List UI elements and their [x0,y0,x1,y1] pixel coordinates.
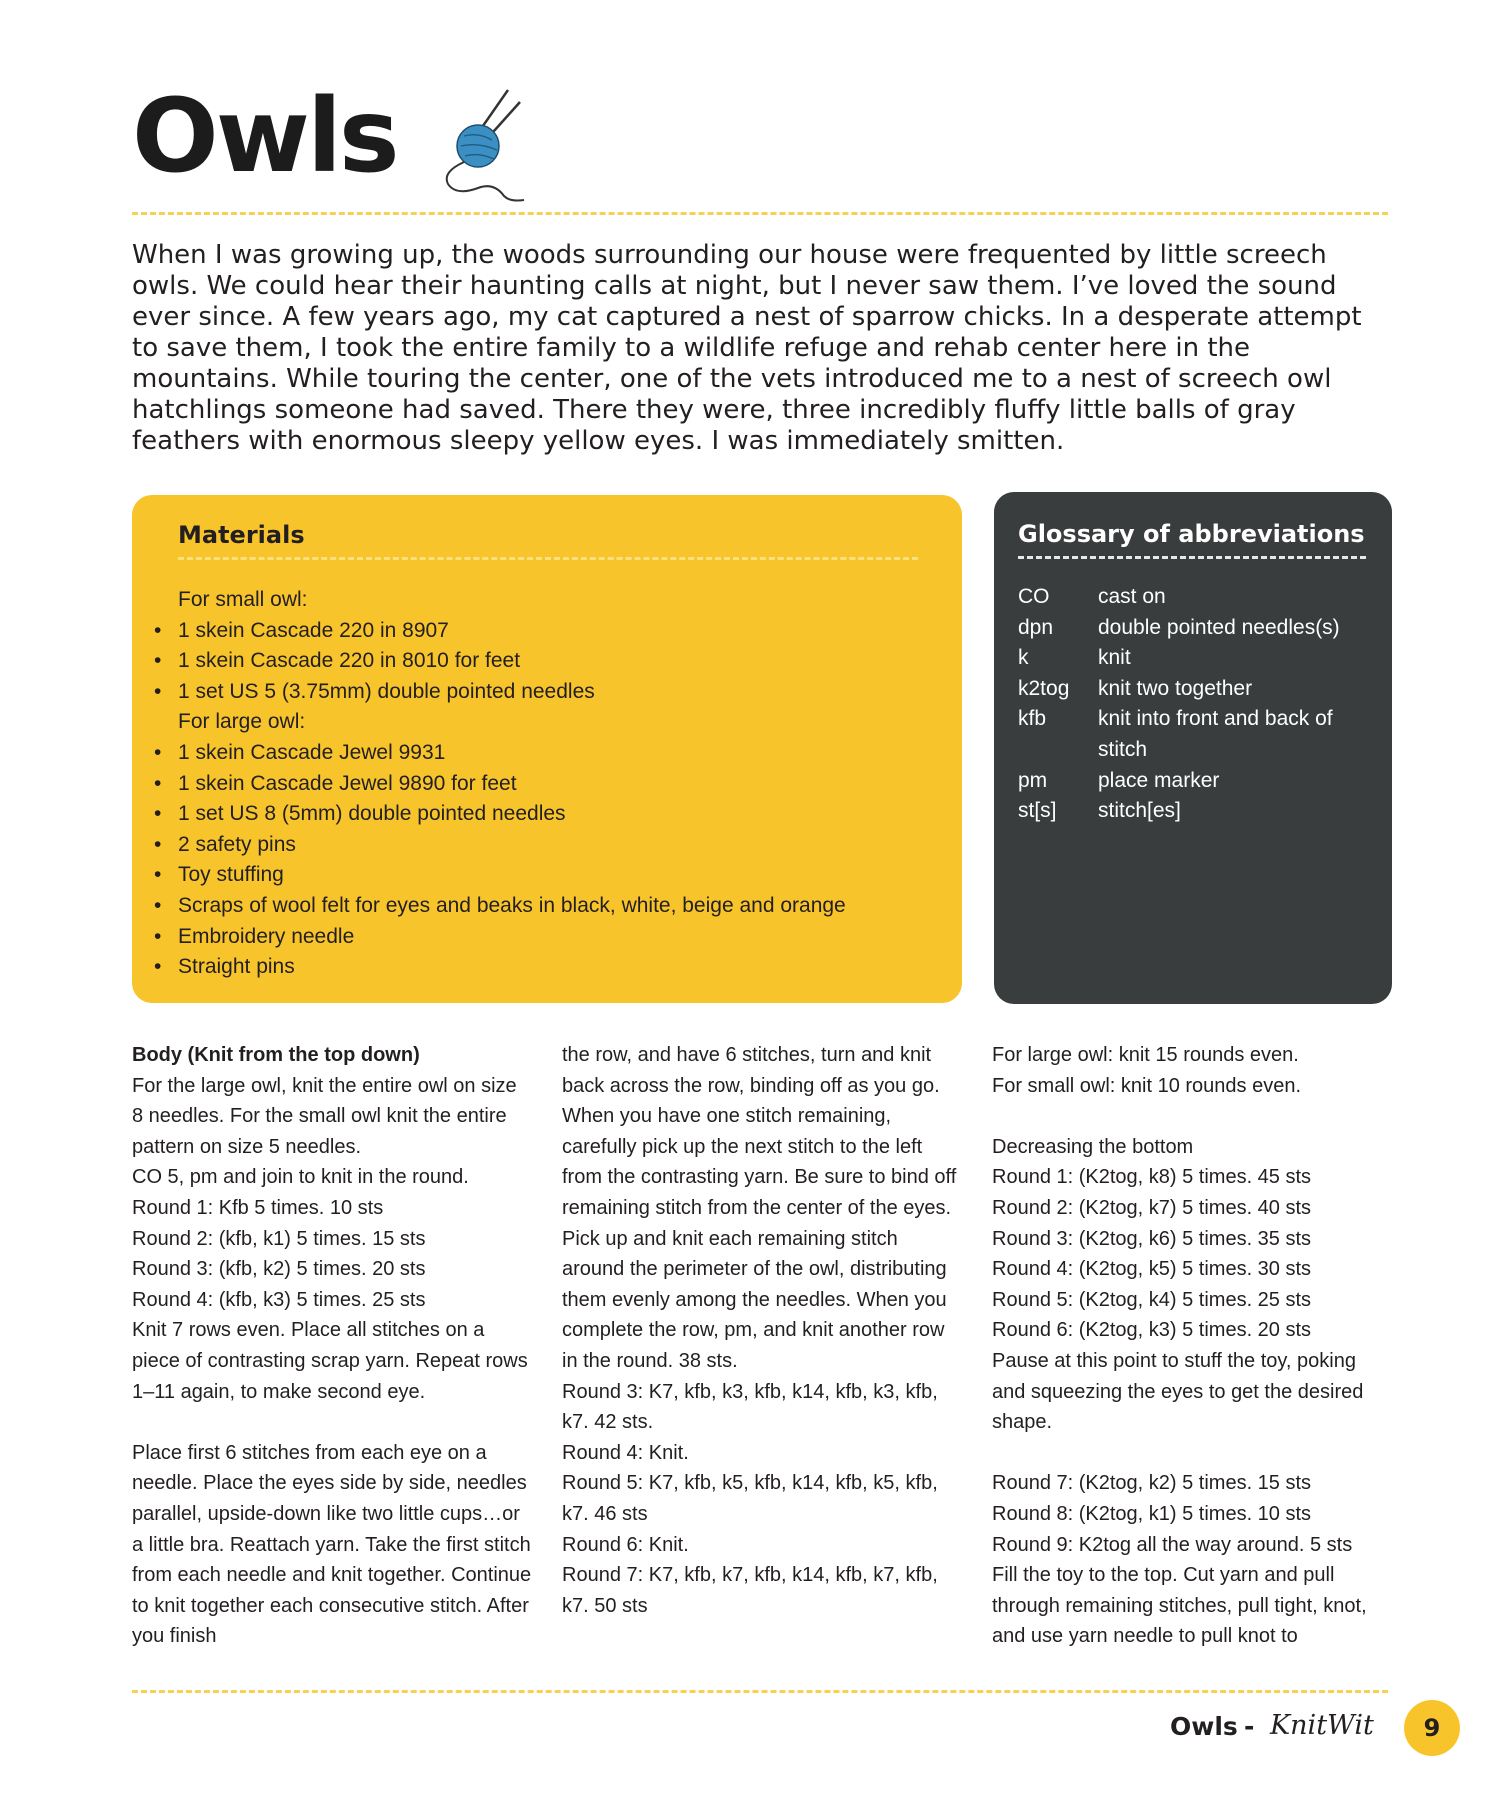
pattern-line: Round 4: (K2tog, k5) 5 times. 30 sts [992,1258,1312,1281]
glossary-row [1018,674,1368,705]
glossary-abbr: k [1018,646,1029,670]
footer-title: Owls [1170,1712,1238,1741]
glossary-row [1018,704,1368,765]
body-heading: Body (Knit from the top down) [132,1044,420,1066]
glossary-meaning: knit two together [1098,676,1253,700]
footer-separator: - [1244,1712,1255,1741]
column-3 [992,1040,1392,1652]
pattern-line: Round 2: (kfb, k1) 5 times. 15 sts [132,1227,426,1250]
materials-heading: Materials [178,521,305,549]
pattern-line: For small owl: knit 10 rounds even. [992,1074,1302,1097]
glossary-abbr: pm [1018,768,1048,792]
pattern-line: Round 7: (K2tog, k2) 5 times. 15 sts [992,1472,1312,1495]
body-lead: For the large owl, knit the entire owl on size 8 needles. For the small owl knit the entire pattern on size 5 needles. [132,1074,517,1158]
pattern-line: Round 8: (K2tog, k1) 5 times. 10 sts [992,1502,1312,1525]
pattern-line: Round 4: Knit. [562,1441,689,1464]
glossary-row [1018,582,1368,613]
materials-subheading: For small owl: [178,588,308,611]
pattern-line: Round 6: Knit. [562,1533,689,1556]
column-1 [132,1040,532,1652]
glossary-meaning: place marker [1098,768,1220,792]
glossary-heading: Glossary of abbreviations [1018,520,1365,548]
pattern-line: Round 7: K7, kfb, k7, kfb, k14, kfb, k7, kfb, k7. 50 sts [562,1564,938,1617]
materials-item: • Straight pins [178,952,948,983]
glossary-row [1018,796,1368,827]
glossary-abbr: CO [1018,585,1050,608]
body-paragraph-2: Place first 6 stitches from each eye on a needle. Place the eyes side by side, needles parallel, upside-down like two little cups…or a little bra. Reattach yarn. Take the first stitch from each needle and knit together. Continue to knit together each consecutive stitch. After you finish [132,1441,532,1648]
glossary-meaning: double pointed needles(s) [1098,615,1340,639]
pattern-line: Round 3: (kfb, k2) 5 times. 20 sts [132,1258,426,1281]
materials-item: • 1 skein Cascade 220 in 8907 [178,616,948,647]
materials-item: • Scraps of wool felt for eyes and beaks in black, white, beige and orange [178,891,948,922]
pattern-line: Round 6: (K2tog, k3) 5 times. 20 sts [992,1319,1312,1342]
pattern-line: Round 4: (kfb, k3) 5 times. 25 sts [132,1288,426,1311]
pattern-line: Round 3: (K2tog, k6) 5 times. 35 sts [992,1227,1312,1250]
glossary-abbr: kfb [1018,707,1047,731]
page-number: 9 [1404,1700,1460,1756]
pattern-line: Round 2: (K2tog, k7) 5 times. 40 sts [992,1196,1312,1219]
glossary-meaning: cast on [1098,585,1166,608]
materials-item: • 1 set US 5 (3.75mm) double pointed needles [178,677,948,708]
pause-note: Pause at this point to stuff the toy, poking and squeezing the eyes to get the desired shape. [992,1349,1364,1434]
finish-paragraph: Fill the toy to the top. Cut yarn and pull through remaining stitches, pull tight, knot, and use yarn needle to pull knot to [992,1564,1367,1648]
materials-subheading: For large owl: [178,710,306,734]
glossary-table [1018,582,1368,827]
page-title: Owls [132,77,397,196]
glossary-meaning: stitch[es] [1098,799,1181,823]
materials-box [132,495,962,1003]
materials-list [178,585,948,983]
glossary-meaning: knit [1098,646,1131,670]
pattern-line: Round 1: (K2tog, k8) 5 times. 45 sts [992,1166,1312,1189]
materials-item: • 1 skein Cascade 220 in 8010 for feet [178,646,948,677]
column-2 [562,1040,962,1621]
footer-divider [132,1690,1388,1693]
materials-item: • 1 set US 8 (5mm) double pointed needles [178,799,948,830]
glossary-abbr: dpn [1018,615,1054,639]
glossary-box [994,492,1392,1004]
footer-brand: KnitWit [1270,1710,1374,1741]
pattern-line: Round 5: K7, kfb, k5, kfb, k14, kfb, k5, kfb, k7. 46 sts [562,1472,938,1525]
glossary-divider [1018,556,1366,559]
title-divider [132,212,1388,215]
glossary-row [1018,643,1368,674]
glossary-abbr: st[s] [1018,799,1057,823]
materials-item: • Toy stuffing [178,860,948,891]
pattern-line: Round 5: (K2tog, k4) 5 times. 25 sts [992,1288,1312,1311]
col2-paragraph: the row, and have 6 stitches, turn and knit back across the row, binding off as you go. When you have one stitch remaining, carefully pick up the next stitch to the left from the contrasting yarn. Be sure to bind off remaining stitch from the center of the eyes. Pick up and knit each remaining stitch around the perimeter of the owl, distributing them evenly among the needles. When you complete the row, pm, and knit another row in the round. 38 sts. [562,1044,957,1372]
pattern-line: Round 9: K2tog all the way around. 5 sts [992,1533,1353,1556]
pattern-line: Round 1: Kfb 5 times. 10 sts [132,1196,384,1219]
materials-item: • Embroidery needle [178,922,948,953]
decrease-heading: Decreasing the bottom [992,1135,1194,1158]
glossary-meaning: knit into front and back of stitch [1098,707,1333,761]
pattern-line: Knit 7 rows even. Place all stitches on a piece of contrasting scrap yarn. Repeat rows 1–11 again, to make second eye. [132,1319,528,1403]
glossary-row [1018,766,1368,797]
pattern-line: Round 3: K7, kfb, k3, kfb, k14, kfb, k3, kfb, k7. 42 sts. [562,1380,938,1434]
intro-paragraph: When I was growing up, the woods surrounding our house were frequented by little screech owls. We could hear their haunting calls at night, but I never saw them. I’ve loved the sound ever since. A few years ago, my cat captured a nest of sparrow chicks. In a desperate attempt to save them, I took the entire family to a wildlife refuge and rehab center here in the mountains. While touring the center, one of the vets introduced me to a nest of screech owl hatchlings someone had saved. There they were, three incredibly fluffy little balls of gray feathers with enormous sleepy yellow eyes. I was immediately smitten. [132,240,1362,456]
materials-divider [178,557,918,560]
materials-item: • 1 skein Cascade Jewel 9890 for feet [178,769,948,800]
materials-item: • 2 safety pins [178,830,948,861]
pattern-line: CO 5, pm and join to knit in the round. [132,1166,469,1189]
glossary-abbr: k2tog [1018,676,1070,700]
pattern-line: For large owl: knit 15 rounds even. [992,1044,1299,1066]
yarn-ball-icon [434,84,534,208]
materials-item: • 1 skein Cascade Jewel 9931 [178,738,948,769]
glossary-row [1018,613,1368,644]
